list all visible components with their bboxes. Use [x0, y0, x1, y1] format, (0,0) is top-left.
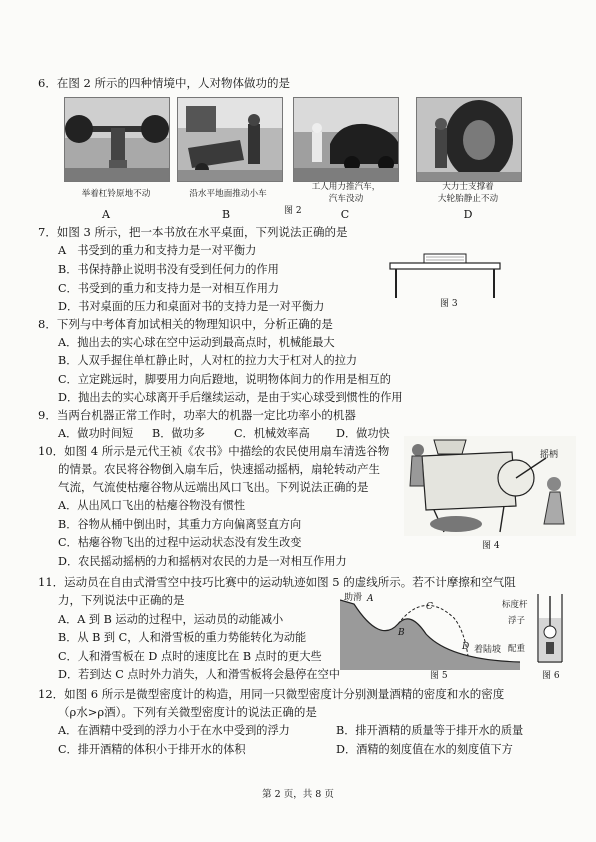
q10-option-c: C．枯瘪谷物飞出的过程中运动状态没有发生改变: [58, 536, 302, 549]
q11-option-b: B．从 B 到 C，人和滑雪板的重力势能转化为动能: [58, 631, 307, 644]
page-footer: 第 2 页，共 8 页: [262, 789, 334, 800]
q8-stem: 8．下列与中考体育加试相关的物理知识中，分析正确的是: [38, 317, 333, 331]
q7-stem: 7．如图 3 所示，把一本书放在水平桌面，下列说法正确的是: [38, 225, 348, 239]
q9-stem: 9．当两台机器正常工作时，功率大的机器一定比功率小的机器: [38, 408, 356, 422]
q9-option-b: B．做功多: [152, 427, 205, 440]
q8-option-c: C．立定跳远时，脚要用力向后蹬地，说明物体间力的作用是相互的: [58, 373, 391, 386]
fig5-label-c: C: [426, 602, 433, 612]
q8-option-d: D．抛出去的实心球离开手后继续运动，是由于实心球受到惯性的作用: [58, 391, 403, 404]
q7-option-b: B．书保持静止说明书没有受到任何力的作用: [58, 263, 279, 276]
letter-b: B: [221, 208, 231, 221]
q9-option-a: A．做功时间短: [58, 427, 134, 440]
q12-stem-line1: 12．如图 6 所示是微型密度计的构造，用同一只微型密度计分别测量酒精的密度和水的密度: [38, 687, 505, 701]
q8-option-a: A．抛出去的实心球在空中运动到最高点时，机械能最大: [58, 336, 335, 349]
q7-option-d: D．书对桌面的压力和桌面对书的支持力是一对平衡力: [58, 300, 325, 313]
q12-option-c: C．排开酒精的体积小于排开水的体积: [58, 743, 246, 756]
fig5-label-start: 助滑: [344, 593, 363, 603]
q9-option-c: C．机械效率高: [234, 427, 310, 440]
q11-stem-line2: 力，下列说法中正确的是: [58, 593, 185, 607]
q11-stem-line1: 11．运动员在自由式滑雪空中技巧比赛中的运动轨迹如图 5 的虚线所示。若不计摩擦和空气阻: [38, 575, 516, 589]
q10-stem-line3: 气流，气流使枯瘪谷物从远端出风口飞出。下列说法正确的是: [58, 480, 369, 494]
caption-d-line2: 大轮胎静止不动: [437, 194, 499, 204]
q12-option-b: B．排开酒精的质量等于排开水的质量: [336, 724, 524, 737]
fig6-label-weight: 配重: [508, 644, 526, 654]
caption-c-line2: 汽车没动: [328, 194, 364, 204]
q9-option-d: D．做功快: [336, 427, 390, 440]
q12-stem-line2: （ρ水>ρ酒）。下列有关微型密度计的说法正确的是: [58, 705, 317, 719]
fig6-label-rod: 标度杆: [502, 600, 528, 610]
letter-c: C: [340, 208, 350, 221]
fig6-label: 图 6: [542, 671, 560, 681]
q11-option-a: A．A 到 B 运动的过程中，运动员的动能减小: [58, 613, 284, 626]
q10-option-a: A．从出风口飞出的枯瘪谷物没有惯性: [58, 499, 246, 512]
q7-option-a: A 书受到的重力和支持力是一对平衡力: [58, 244, 257, 257]
fig4-crank-label: 摇柄: [540, 450, 559, 460]
fig5-label-a: A: [367, 594, 374, 604]
q10-option-d: D．农民摇动摇柄的力和摇柄对农民的力是一对相互作用力: [58, 555, 347, 568]
caption-c-line1: 工人用力推汽车，: [311, 182, 381, 192]
q10-stem-line1: 10．如图 4 所示是元代王祯《农书》中描绘的农民使用扇车清选谷物: [38, 444, 390, 458]
q6-stem: 6．在图 2 所示的四种情境中，人对物体做功的是: [38, 76, 290, 90]
q10-stem-line2: 的情景。农民将谷物倒入扇车后，快速摇动摇柄，扇轮转动产生: [58, 462, 380, 476]
fig5-label-b: B: [398, 628, 405, 638]
photo-a: [64, 97, 170, 182]
q7-option-c: C．书受到的重力和支持力是一对相互作用力: [58, 282, 280, 295]
letter-a: A: [102, 208, 110, 221]
caption-b: 沿水平地面推动小车: [189, 189, 267, 199]
letter-d: D: [463, 208, 473, 221]
q12-option-a: A．在酒精中受到的浮力小于在水中受到的浮力: [58, 724, 290, 737]
caption-d-line1: 大力士支撑着: [442, 182, 494, 192]
q11-option-c: C．人和滑雪板在 D 点时的速度比在 B 点时的更大些: [58, 650, 322, 663]
fig3-label: 图 3: [440, 299, 458, 309]
photo-d: [416, 97, 522, 182]
q8-option-b: B．人双手握住单杠静止时，人对杠的拉力大于杠对人的拉力: [58, 354, 358, 367]
fig5-label-d: D: [462, 642, 470, 652]
fig6-label-float: 浮子: [508, 616, 526, 626]
q12-option-d: D．酒精的刻度值在水的刻度值下方: [336, 743, 513, 756]
fig5-label-landing: 着陆坡: [474, 645, 502, 655]
fig4-label: 图 4: [482, 541, 500, 551]
fig6-densimeter: [534, 592, 568, 668]
q10-option-b: B．谷物从桶中倒出时，其重力方向偏离竖直方向: [58, 518, 302, 531]
q11-option-d: D．若到达 C 点时外力消失，人和滑雪板将会悬停在空中: [58, 668, 340, 681]
photo-c: [293, 97, 399, 182]
photo-b: [177, 97, 283, 182]
fig2-label: 图 2: [284, 206, 302, 216]
caption-a: 举着杠铃原地不动: [81, 189, 151, 199]
fig5-label: 图 5: [430, 671, 448, 681]
